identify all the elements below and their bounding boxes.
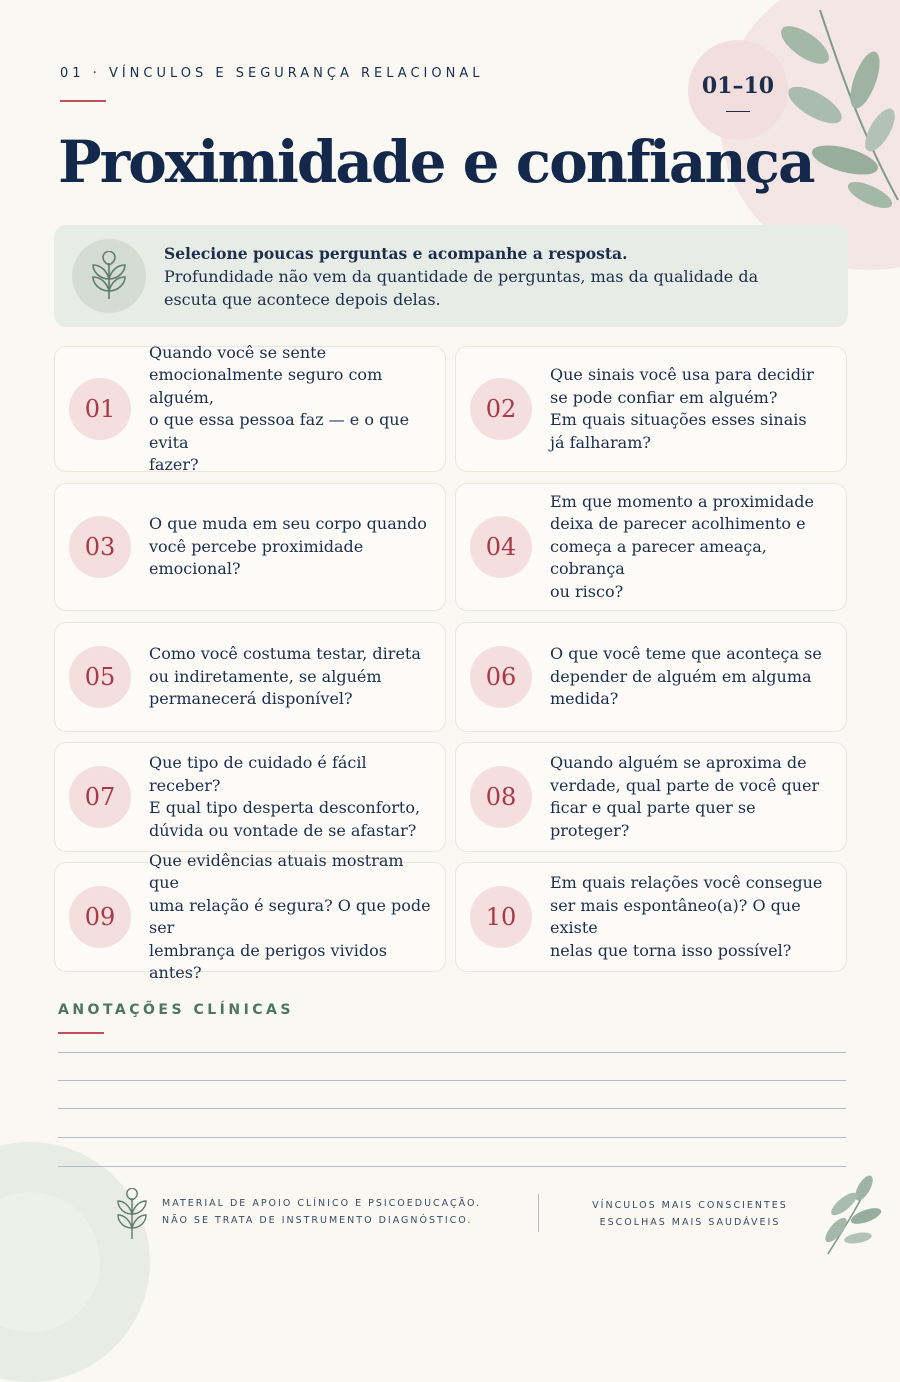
question-text: Que sinais você usa para decidir se pode confiar em alguém? Em quais situações esses sinais já falharam? [550, 365, 814, 452]
question-number: 08 [470, 766, 532, 828]
question-number: 04 [470, 516, 532, 578]
intro-box [54, 225, 848, 327]
question-number: 02 [470, 378, 532, 440]
sprig-icon [112, 1188, 152, 1240]
footer-disclaimer [162, 1195, 481, 1229]
notes-heading: ANOTAÇÕES CLÍNICAS [58, 1002, 294, 1018]
question-card [455, 622, 847, 732]
question-number: 07 [69, 766, 131, 828]
question-number: 06 [470, 646, 532, 708]
question-text: Quando você se sente emocionalmente seguro com alguém, o que essa pessoa faz — e o que evita fazer? [149, 342, 410, 474]
page-title: Proximidade e confiança [58, 128, 814, 196]
question-card [54, 850, 446, 982]
leaves-icon [818, 1174, 882, 1256]
accent-rule [58, 1032, 104, 1034]
intro-heading: Selecione poucas perguntas e acompanhe a resposta. [164, 243, 628, 263]
question-card [54, 342, 446, 474]
question-card [455, 346, 847, 472]
note-line[interactable] [58, 1108, 846, 1109]
intro-text [164, 242, 784, 311]
footer-line: MATERIAL DE APOIO CLÍNICO E PSICOEDUCAÇÃO. [162, 1198, 482, 1209]
question-text: O que muda em seu corpo quando você percebe proximidade emocional? [149, 514, 427, 579]
note-line[interactable] [58, 1166, 846, 1167]
note-line[interactable] [58, 1137, 846, 1138]
footer-divider [538, 1194, 539, 1232]
sprig-icon [72, 239, 146, 313]
question-card [455, 862, 847, 972]
question-card [455, 483, 847, 611]
note-line[interactable] [58, 1080, 846, 1081]
question-number: 10 [470, 886, 532, 948]
question-text: O que você teme que aconteça se depender de alguém em alguma medida? [550, 644, 822, 709]
note-line[interactable] [58, 1052, 846, 1053]
question-card [455, 742, 847, 852]
question-text: Que evidências atuais mostram que uma relação é segura? O que pode ser lembrança de perigos vividos antes? [149, 850, 431, 982]
question-card [54, 742, 446, 852]
question-card [54, 622, 446, 732]
range-badge [688, 40, 788, 140]
footer-line: VÍNCULOS MAIS CONSCIENTES [592, 1200, 788, 1211]
question-number: 01 [69, 378, 131, 440]
question-text: Em quais relações você consegue ser mais espontâneo(a)? O que existe nelas que torna isso possível? [550, 873, 823, 960]
question-text: Que tipo de cuidado é fácil receber? E qual tipo desperta desconforto, dúvida ou vontade de se afastar? [149, 753, 421, 840]
question-text: Como você costuma testar, direta ou indiretamente, se alguém permanecerá disponível? [149, 644, 421, 709]
footer-line: NÃO SE TRATA DE INSTRUMENTO DIAGNÓSTICO. [162, 1215, 473, 1226]
intro-body: Profundidade não vem da quantidade de perguntas, mas da qualidade da escuta que acontece depois delas. [164, 266, 759, 309]
question-number: 03 [69, 516, 131, 578]
question-number: 05 [69, 646, 131, 708]
range-rule [726, 111, 750, 112]
footer-tagline [560, 1197, 820, 1231]
range-label: 01–10 [701, 72, 775, 99]
question-card [54, 483, 446, 611]
section-eyebrow: 01 · VÍNCULOS E SEGURANÇA RELACIONAL [60, 66, 484, 81]
question-text: Quando alguém se aproxima de verdade, qual parte de você quer ficar e qual parte quer se proteger? [550, 753, 820, 840]
question-text: Em que momento a proximidade deixa de parecer acolhimento e começa a parecer ameaça, cobrança ou risco? [550, 491, 815, 601]
question-number: 09 [69, 886, 131, 948]
footer-line: ESCOLHAS MAIS SAUDÁVEIS [599, 1217, 781, 1228]
accent-rule [60, 100, 106, 102]
